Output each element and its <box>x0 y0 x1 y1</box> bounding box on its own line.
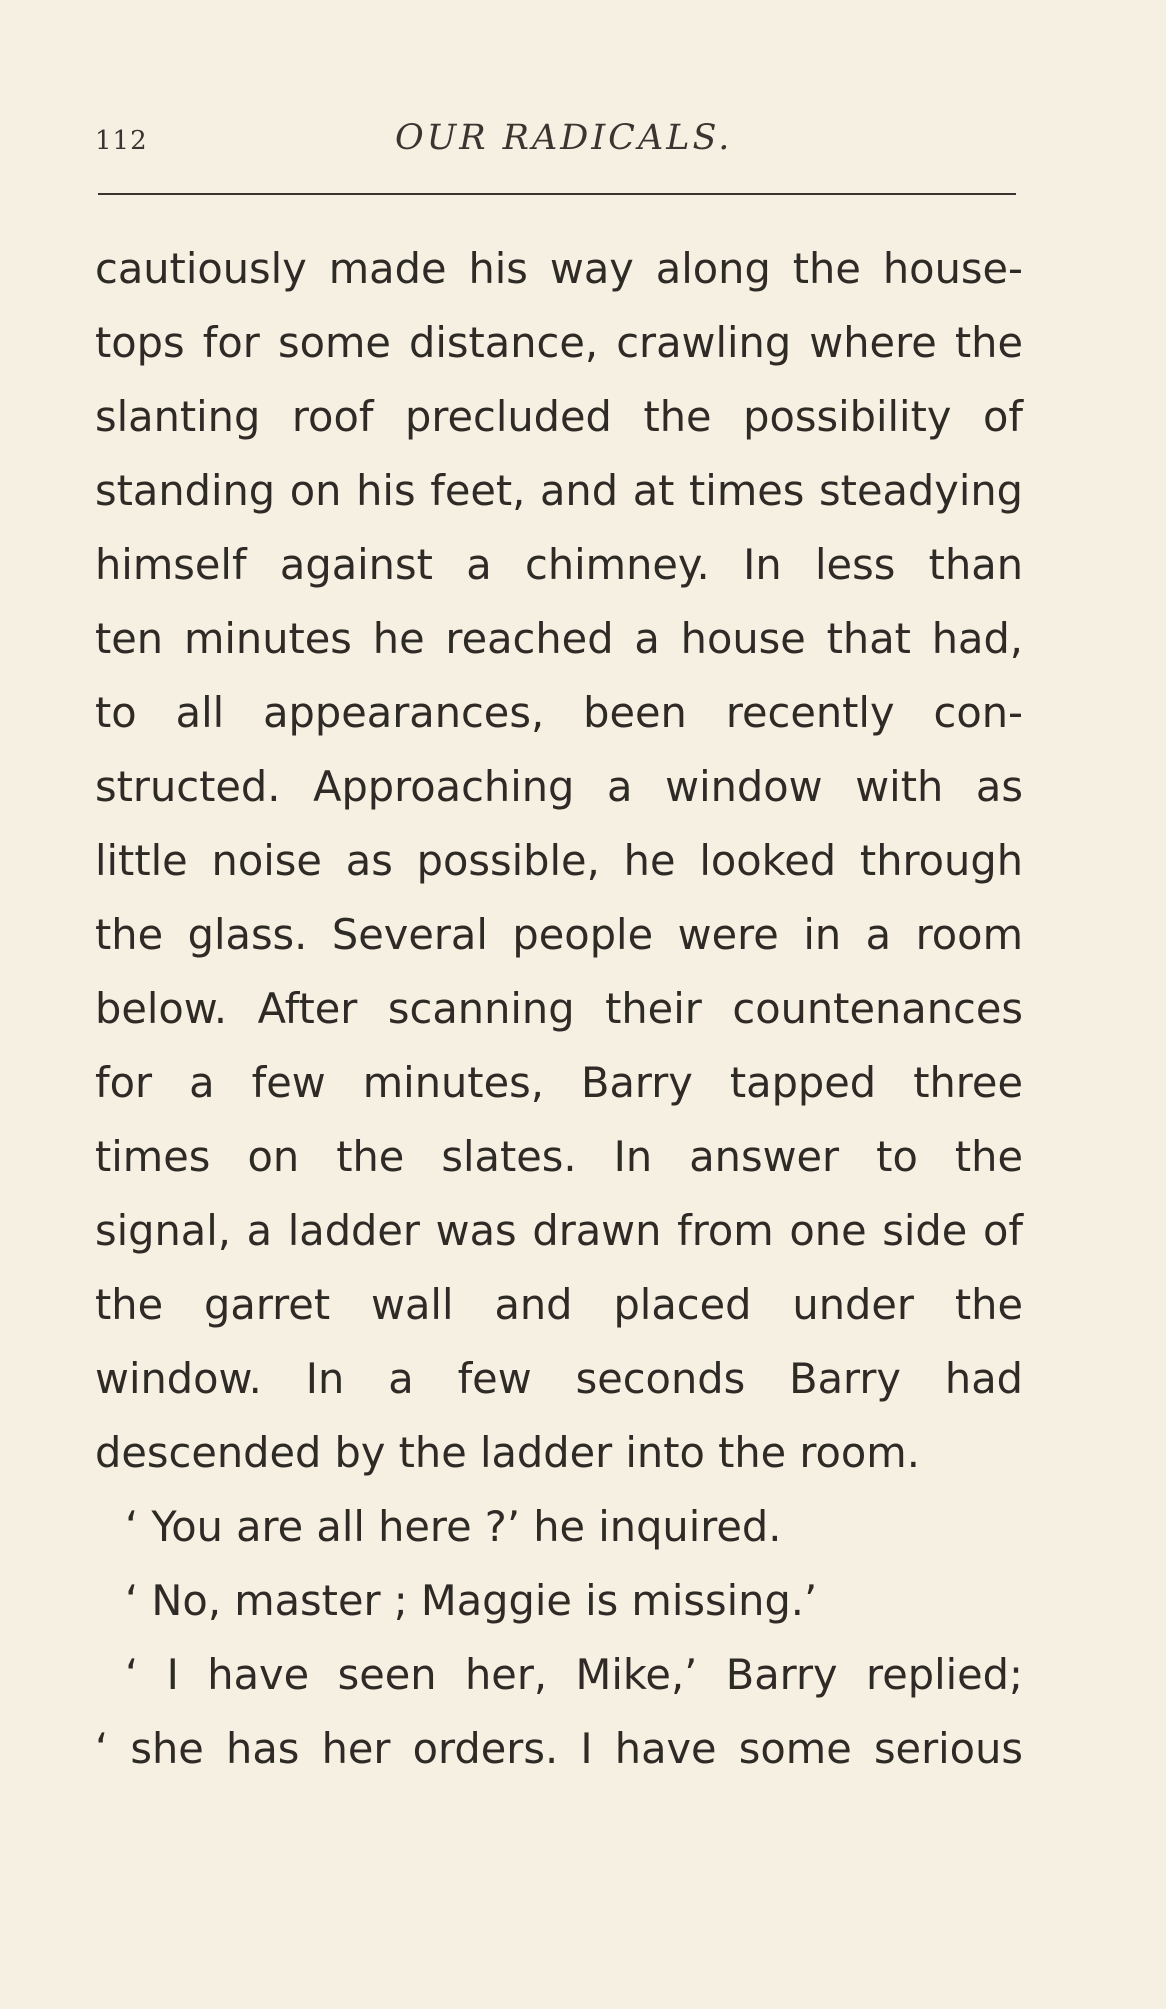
text-line: ‘ You are all here ?’ he inquired. <box>125 1502 782 1551</box>
header-rule <box>98 193 1016 195</box>
text-line: himself against a chimney. In less than <box>95 540 1023 589</box>
text-line: times on the slates. In answer to the <box>95 1132 1023 1181</box>
text-line: cautiously made his way along the house- <box>95 244 1023 293</box>
text-line: signal, a ladder was drawn from one side of <box>95 1206 1023 1255</box>
body-text <box>95 232 1023 1786</box>
text-line: the garret wall and placed under the <box>95 1280 1023 1329</box>
text-line: structed. Approaching a window with as <box>95 762 1023 811</box>
page-number: 112 <box>95 126 148 156</box>
text-line: slanting roof precluded the possibility of <box>95 392 1023 441</box>
text-line: window. In a few seconds Barry had <box>95 1354 1023 1403</box>
running-title: OUR RADICALS. <box>395 118 733 158</box>
text-line: the glass. Several people were in a room <box>95 910 1023 959</box>
text-line: for a few minutes, Barry tapped three <box>95 1058 1023 1107</box>
text-line: standing on his feet, and at times steadying <box>95 466 1023 515</box>
text-line: ten minutes he reached a house that had, <box>95 614 1023 663</box>
text-line: little noise as possible, he looked through <box>95 836 1023 885</box>
text-line: ‘ I have seen her, Mike,’ Barry replied; <box>125 1650 1023 1699</box>
text-line: ‘ she has her orders. I have some serious <box>95 1724 1023 1773</box>
text-line: to all appearances, been recently con- <box>95 688 1023 737</box>
text-line: descended by the ladder into the room. <box>95 1428 920 1477</box>
text-line: tops for some distance, crawling where the <box>95 318 1023 367</box>
text-line: ‘ No, master ; Maggie is missing.’ <box>125 1576 818 1625</box>
text-line: below. After scanning their countenances <box>95 984 1023 1033</box>
